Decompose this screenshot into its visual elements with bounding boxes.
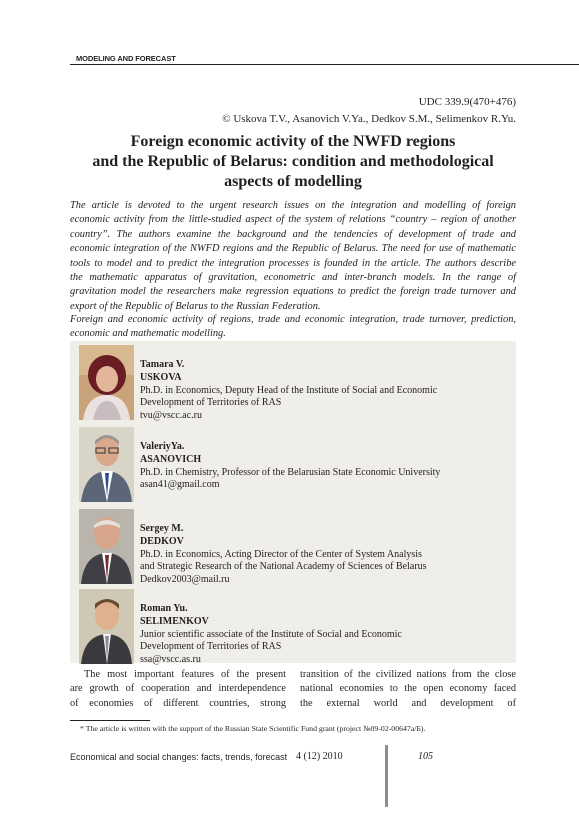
body-column-left bbox=[70, 668, 286, 711]
keywords-line: economic and mathematic modelling. bbox=[70, 328, 226, 340]
body-line: national economies to the open economy faced bbox=[300, 683, 516, 695]
abstract-line: country”. The authors examine the background and the tendencies of development of trade and bbox=[70, 228, 516, 240]
author-card bbox=[70, 423, 516, 503]
abstract-line: economic activity from the little-studied aspect of the system of relations “country – region of another bbox=[70, 214, 516, 226]
author-affiliation: Development of Territories of RAS bbox=[140, 397, 282, 409]
body-line: transition of the civilized nations from the close bbox=[300, 669, 516, 680]
abstract-line: export of the Republic of Belarus to the Russian Federation. bbox=[70, 300, 321, 312]
abstract-line: The article is devoted to the urgent research issues on the integration and modelling of foreign bbox=[70, 200, 516, 211]
abstract-line: gravitation model the researchers make regression equations to predict the foreign trade turnover and bbox=[70, 286, 516, 298]
author-email[interactable]: tvu@vscc.ac.ru bbox=[140, 410, 202, 422]
article-title bbox=[70, 132, 516, 192]
author-info bbox=[140, 603, 402, 667]
author-affiliation: Ph.D. in Economics, Acting Director of the Center of System Analysis bbox=[140, 548, 422, 560]
author-last-name: SELIMENKOV bbox=[140, 615, 209, 627]
copyright-authors: © Uskova T.V., Asanovich V.Ya., Dedkov S.M., Selimenkov R.Yu. bbox=[222, 113, 516, 125]
author-first-name: Roman Yu. bbox=[140, 603, 188, 614]
author-info bbox=[140, 523, 427, 587]
keywords-line: Foreign and economic activity of regions, trade and economic integration, trade turnover, prediction, bbox=[70, 314, 516, 325]
author-affiliation: Development of Territories of RAS bbox=[140, 641, 282, 653]
author-email[interactable]: Dedkov2003@mail.ru bbox=[140, 574, 230, 586]
abstract-line: economic integration of the NWFD regions and the Republic of Belarus. The need for use of mathematic bbox=[70, 243, 516, 255]
title-line: aspects of modelling bbox=[224, 173, 362, 190]
author-card bbox=[70, 341, 516, 421]
title-line: Foreign economic activity of the NWFD regions bbox=[130, 133, 456, 150]
author-info bbox=[140, 359, 437, 423]
author-affiliation: Ph.D. in Chemistry, Professor of the Belarusian State Economic University bbox=[140, 466, 441, 478]
page-number: 105 bbox=[418, 751, 433, 762]
author-photo bbox=[79, 345, 134, 420]
body-line: are growth of cooperation and interdependence bbox=[70, 683, 286, 695]
udc-code: UDC 339.9(470+476) bbox=[418, 96, 516, 108]
body-line: of economies of different countries, strong bbox=[70, 697, 286, 709]
body-line: the external world and development of bbox=[300, 697, 516, 709]
issue-number: 4 (12) 2010 bbox=[296, 751, 343, 762]
author-first-name: Sergey M. bbox=[140, 523, 184, 534]
body-line: The most important features of the present bbox=[84, 669, 286, 680]
body-column-right bbox=[300, 668, 516, 711]
author-box bbox=[70, 341, 516, 666]
author-photo bbox=[79, 589, 134, 664]
abstract-line: tools to model and to predict the integration processes is founded in the article. The authors describe bbox=[70, 257, 516, 269]
abstract bbox=[70, 199, 516, 314]
header-rule bbox=[70, 64, 579, 65]
author-email[interactable]: ssa@vscc.as.ru bbox=[140, 654, 201, 666]
author-last-name: USKOVA bbox=[140, 371, 182, 383]
footnote: * The article is written with the support of the Russian State Scientific Fund grant (project №09-02-00647а/Б). bbox=[80, 724, 426, 733]
section-label: MODELING AND FORECAST bbox=[76, 54, 176, 63]
author-info bbox=[140, 441, 440, 492]
author-last-name: ASANOVICH bbox=[140, 453, 202, 465]
title-line: and the Republic of Belarus: condition and methodological bbox=[92, 153, 494, 170]
keywords bbox=[70, 313, 516, 342]
author-first-name: Tamara V. bbox=[140, 359, 185, 370]
abstract-line: the mathematic apparatus of gravitation, econometric and inter-branch models. In the range of bbox=[70, 272, 516, 284]
author-card bbox=[70, 505, 516, 585]
footnote-rule bbox=[70, 720, 150, 721]
author-photo bbox=[79, 509, 134, 584]
author-last-name: DEDKOV bbox=[140, 535, 184, 547]
author-card bbox=[70, 585, 516, 665]
author-first-name: ValeriyYa. bbox=[140, 441, 185, 452]
author-email[interactable]: asan41@gmail.com bbox=[140, 479, 220, 491]
journal-name: Economical and social changes: facts, trends, forecast bbox=[70, 752, 288, 762]
footer-divider bbox=[385, 745, 388, 807]
author-affiliation: Ph.D. in Economics, Deputy Head of the Institute of Social and Economic bbox=[140, 384, 438, 396]
author-affiliation: Junior scientific associate of the Institute of Social and Economic bbox=[140, 628, 402, 640]
author-affiliation: and Strategic Research of the National Academy of Sciences of Belarus bbox=[140, 561, 427, 573]
author-photo bbox=[79, 427, 134, 502]
